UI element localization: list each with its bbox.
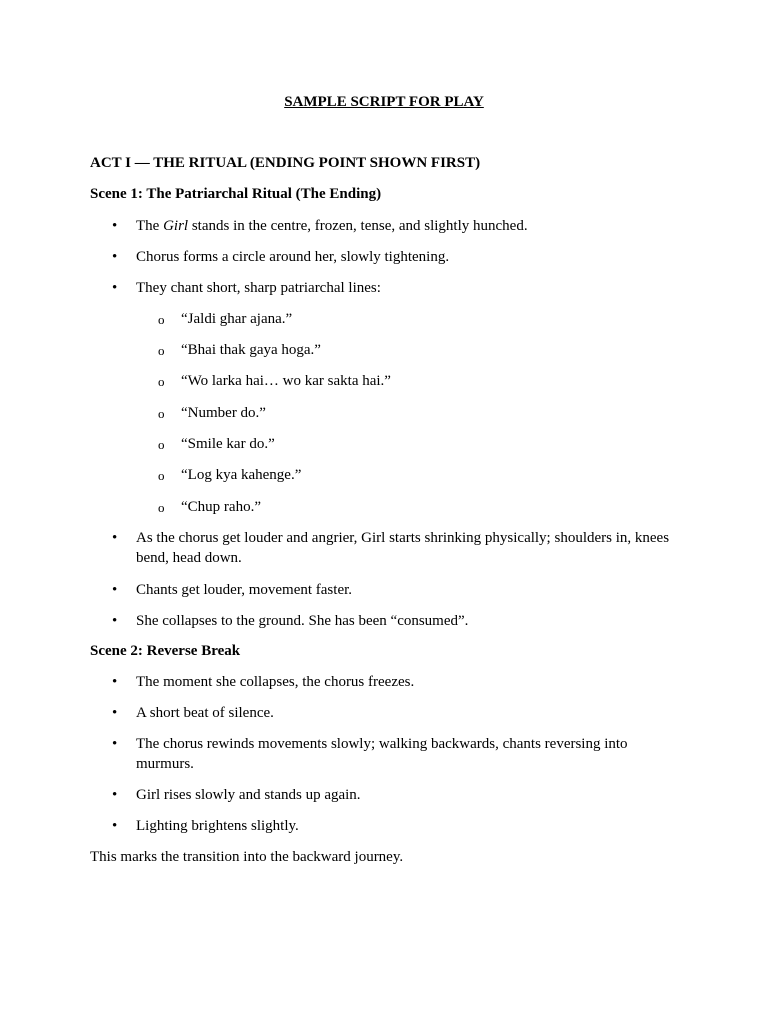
chant-text: “Jaldi ghar ajana.” xyxy=(181,311,293,327)
bullet-text: The moment she collapses, the chorus freezes. xyxy=(136,674,415,690)
sub-bullet-mark: o xyxy=(158,312,165,327)
sub-bullet-mark: o xyxy=(158,374,165,389)
bullet-text: Chorus forms a circle around her, slowly tightening. xyxy=(136,249,450,265)
bullet-mark: • xyxy=(112,736,118,752)
sub-bullet-mark: o xyxy=(158,500,165,515)
bullet-mark: • xyxy=(112,280,118,296)
bullet-mark: • xyxy=(112,249,118,265)
bullet-text: Lighting brightens slightly. xyxy=(136,818,299,834)
bullet-text: A short beat of silence. xyxy=(136,705,274,721)
chant-text: “Chup raho.” xyxy=(181,499,261,515)
bullet-mark: • xyxy=(112,218,118,234)
bullet-text: They chant short, sharp patriarchal lines: xyxy=(136,280,381,296)
scene-1-heading: Scene 1: The Patriarchal Ritual (The Ending) xyxy=(90,186,382,202)
chant-text: “Number do.” xyxy=(181,405,266,421)
bullet-mark: • xyxy=(112,613,118,629)
scene-2-heading: Scene 2: Reverse Break xyxy=(90,643,241,659)
chant-text: “Wo larka hai… wo kar sakta hai.” xyxy=(181,373,391,389)
act-heading: ACT I — THE RITUAL (ENDING POINT SHOWN FIRST) xyxy=(90,155,481,171)
bullet-text: The chorus rewinds movements slowly; walking backwards, chants reversing into murmurs. xyxy=(136,736,628,772)
character-name: Girl xyxy=(163,218,189,234)
document-title: SAMPLE SCRIPT FOR PLAY xyxy=(284,94,484,110)
bullet-text: Chants get louder, movement faster. xyxy=(136,582,353,598)
chant-text: “Bhai thak gaya hoga.” xyxy=(181,342,321,358)
bullet-mark: • xyxy=(112,705,118,721)
bullet-text: The Girl stands in the centre, frozen, tense, and slightly hunched. xyxy=(136,218,528,234)
bullet-text: She collapses to the ground. She has been “consumed”. xyxy=(136,613,469,629)
closing-paragraph: This marks the transition into the backward journey. xyxy=(90,849,404,865)
bullet-mark: • xyxy=(112,787,118,803)
chant-text: “Log kya kahenge.” xyxy=(181,467,302,483)
bullet-mark: • xyxy=(112,674,118,690)
bullet-text: Girl rises slowly and stands up again. xyxy=(136,787,361,803)
sub-bullet-mark: o xyxy=(158,468,165,483)
bullet-text: As the chorus get louder and angrier, Girl starts shrinking physically; shoulders in, knees bend, head down. xyxy=(136,530,670,566)
bullet-mark: • xyxy=(112,818,118,834)
sub-bullet-mark: o xyxy=(158,437,165,452)
sub-bullet-mark: o xyxy=(158,343,165,358)
bullet-mark: • xyxy=(112,530,118,546)
chant-text: “Smile kar do.” xyxy=(181,436,275,452)
sub-bullet-mark: o xyxy=(158,406,165,421)
bullet-mark: • xyxy=(112,582,118,598)
